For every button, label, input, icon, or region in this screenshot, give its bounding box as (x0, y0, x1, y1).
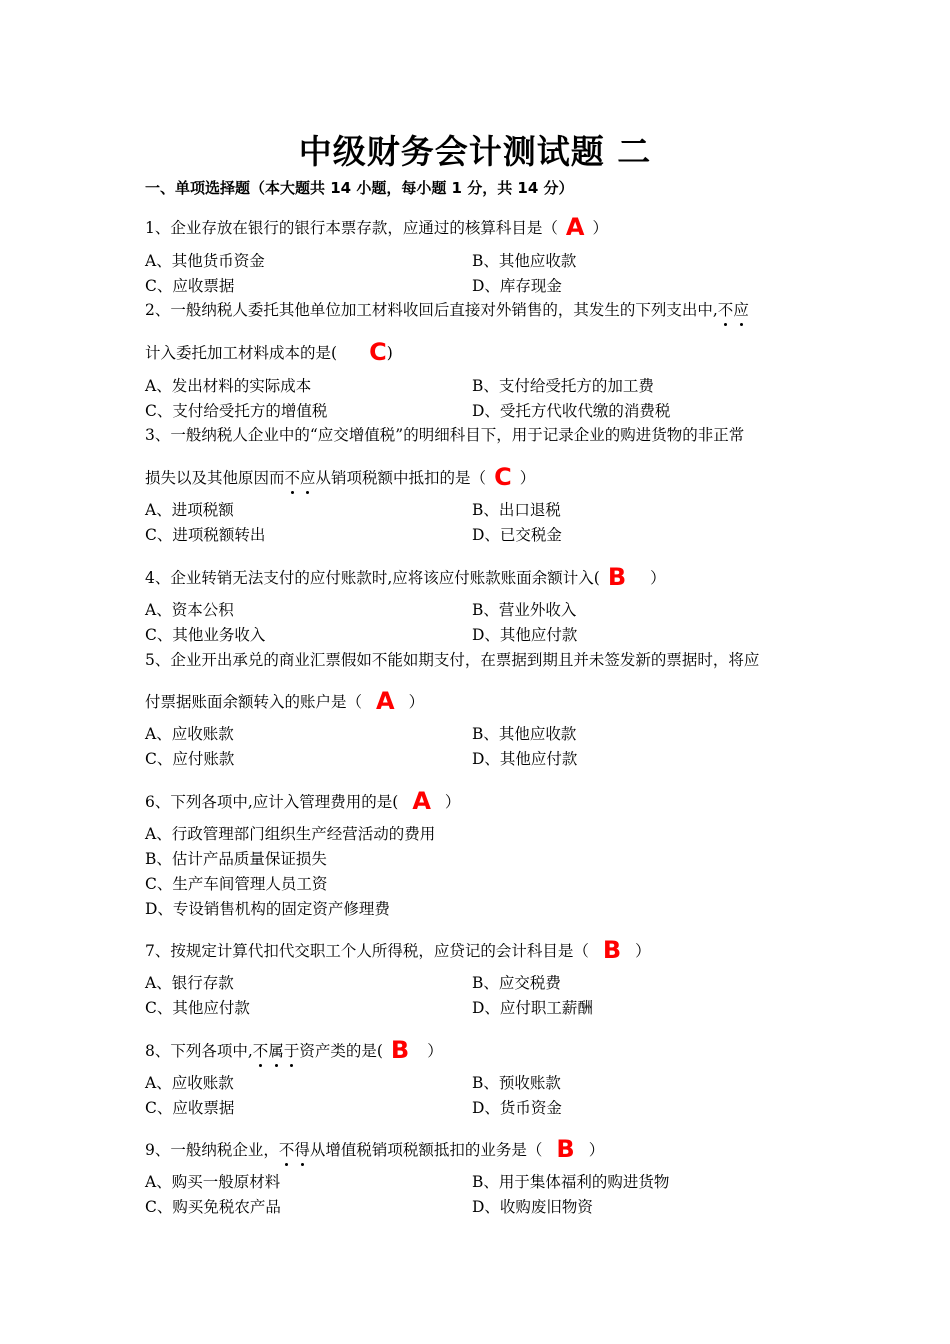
option-c: C、进项税额转出 (145, 526, 266, 544)
option-b: B、其他应收款 (472, 252, 577, 270)
question-7: 7、按规定计算代扣代交职工个人所得税，应贷记的会计科目是（ B ） (145, 936, 651, 964)
option-b: B、用于集体福利的购进货物 (472, 1173, 670, 1191)
option-c: C、应收票据 (145, 277, 235, 295)
emphasis-dot-text: 应 (300, 469, 316, 487)
option-d: D、收购废旧物资 (472, 1198, 593, 1216)
answer-mark: C (369, 338, 387, 366)
option-c: C、应收票据 (145, 1099, 235, 1117)
page-title: 中级财务会计测试题 二 (298, 132, 652, 171)
emphasis-dot-text: 得 (294, 1141, 310, 1159)
emphasis-dot-text: 不 (252, 1042, 269, 1060)
option-a: A、其他货币资金 (145, 252, 265, 270)
question-1: 1、企业存放在银行的银行本票存款，应通过的核算科目是（ A ） (145, 213, 608, 241)
option-b: B、预收账款 (472, 1074, 561, 1092)
option-a: A、行政管理部门组织生产经营活动的费用 (145, 825, 436, 843)
answer-mark: B (390, 1036, 410, 1064)
question-3-line-1: 3、一般纳税人企业中的“应交增值税”的明细科目下，用于记录企业的购进货物的非正常 (145, 426, 745, 444)
option-d: D、专设销售机构的固定资产修理费 (145, 900, 390, 918)
question-2-line-1: 2、一般纳税人委托其他单位加工材料收回后直接对外销售的，其发生的下列支出中,不应 (145, 301, 749, 319)
option-d: D、已交税金 (472, 526, 562, 544)
emphasis-dot-text: 不 (278, 1141, 295, 1159)
option-d: D、库存现金 (472, 277, 562, 295)
question-3-line-2: 损失以及其他原因而不应从销项税额中抵扣的是（ C ） (145, 463, 536, 491)
option-a: A、发出材料的实际成本 (145, 377, 312, 395)
answer-mark: A (376, 687, 395, 715)
option-b: B、估计产品质量保证损失 (145, 850, 327, 868)
option-b: B、出口退税 (472, 501, 561, 519)
answer-mark: A (565, 213, 585, 241)
option-a: A、进项税额 (145, 501, 234, 519)
emphasis-dot-text: 于 (283, 1042, 300, 1060)
emphasis-dot-text: 不 (717, 301, 734, 319)
option-d: D、货币资金 (472, 1099, 562, 1117)
option-a: A、购买一般原材料 (145, 1173, 281, 1191)
question-4: 4、企业转销无法支付的应付账款时,应将该应付账款账面余额计入( B ） (145, 563, 666, 591)
question-2-line-2: 计入委托加工材料成本的是( C) (145, 338, 393, 366)
answer-mark: A (412, 787, 431, 815)
option-d: D、其他应付款 (472, 626, 578, 644)
question-6: 6、下列各项中,应计入管理费用的是( A ） (145, 787, 461, 815)
option-c: C、其他应付款 (145, 999, 250, 1017)
option-c: C、生产车间管理人员工资 (145, 875, 328, 893)
option-b: B、其他应收款 (472, 725, 577, 743)
option-b: B、营业外收入 (472, 601, 577, 619)
section-heading: 一、单项选择题（本大题共 14 小题，每小题 1 分，共 14 分） (145, 179, 574, 197)
answer-mark: B (602, 936, 622, 964)
option-b: B、支付给受托方的加工费 (472, 377, 654, 395)
answer-mark: C (494, 463, 512, 491)
option-d: D、应付职工薪酬 (472, 999, 593, 1017)
option-d: D、受托方代收代缴的消费税 (472, 402, 671, 420)
option-a: A、资本公积 (145, 601, 234, 619)
option-a: A、应收账款 (145, 725, 234, 743)
option-b: B、应交税费 (472, 974, 561, 992)
option-c: C、应付账款 (145, 750, 235, 768)
emphasis-dot-text: 应 (733, 301, 749, 319)
option-a: A、银行存款 (145, 974, 234, 992)
question-8: 8、下列各项中,不属于资产类的是( B ） (145, 1036, 443, 1064)
answer-mark: B (607, 563, 627, 591)
option-c: C、购买免税农产品 (145, 1198, 281, 1216)
option-a: A、应收账款 (145, 1074, 234, 1092)
emphasis-dot-text: 不 (284, 469, 301, 487)
question-5-line-2: 付票据账面余额转入的账户是（ A ） (145, 687, 425, 715)
answer-mark: B (556, 1135, 575, 1163)
emphasis-dot-text: 属 (268, 1042, 284, 1060)
option-c: C、其他业务收入 (145, 626, 266, 644)
option-c: C、支付给受托方的增值税 (145, 402, 328, 420)
question-9: 9、一般纳税企业，不得从增值税销项税额抵扣的业务是（ B ） (145, 1135, 605, 1163)
option-d: D、其他应付款 (472, 750, 578, 768)
question-5-line-1: 5、企业开出承兑的商业汇票假如不能如期支付，在票据到期且并未签发新的票据时，将应 (145, 651, 760, 669)
